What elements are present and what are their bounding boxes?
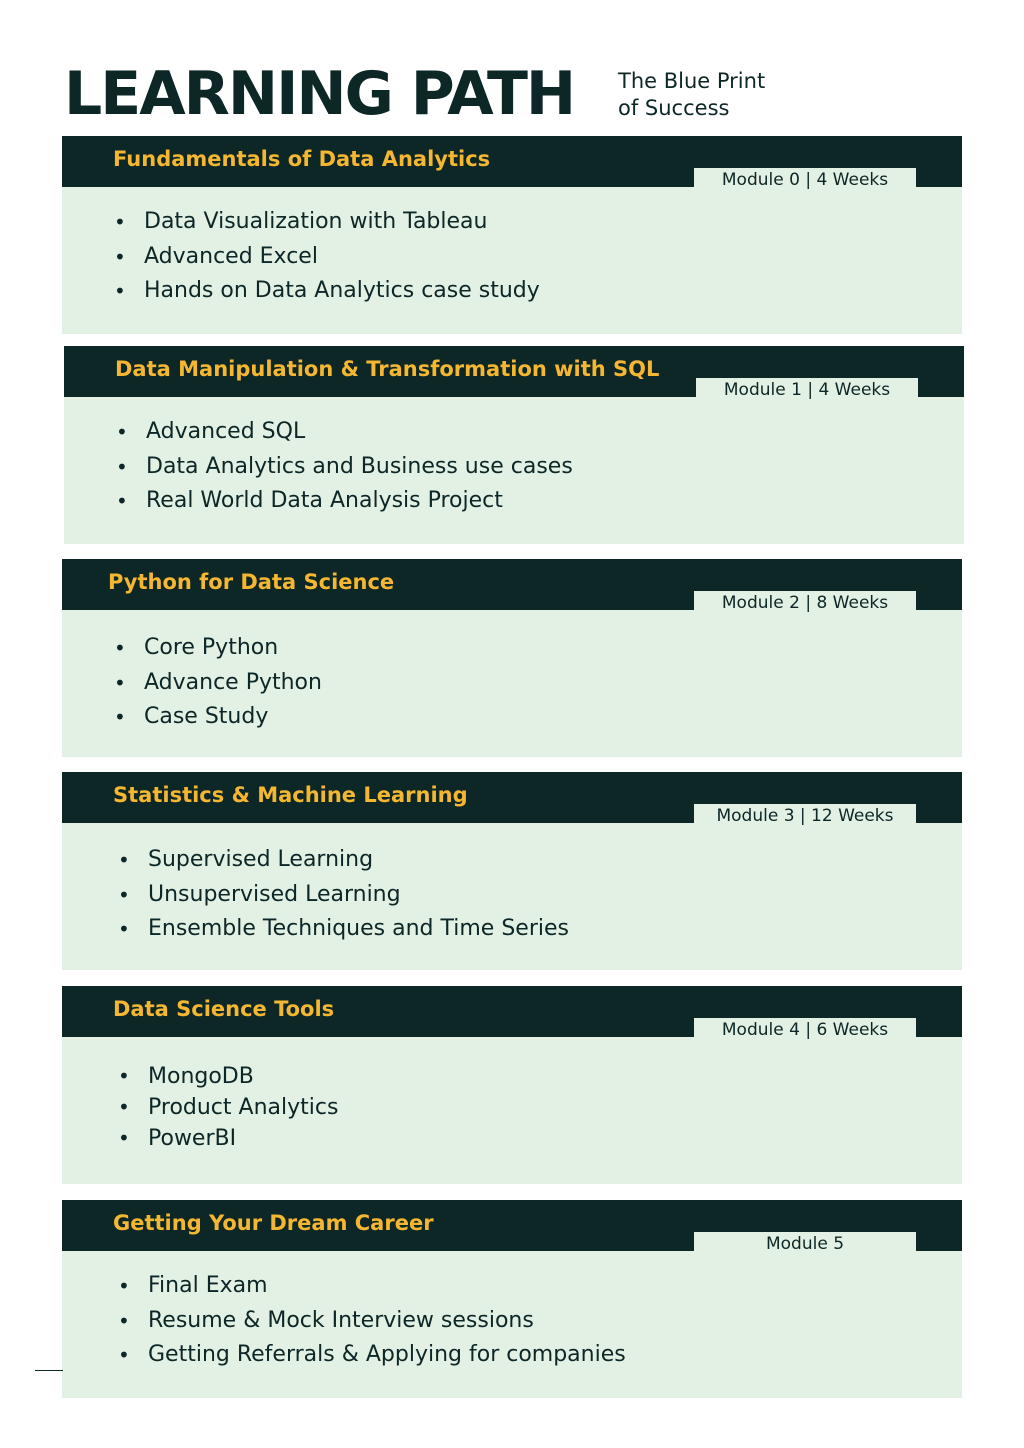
list-item: • Real World Data Analysis Project	[116, 484, 573, 519]
module-topic-list	[118, 843, 569, 947]
module-topic-list	[116, 415, 573, 519]
list-item: • Resume & Mock Interview sessions	[118, 1304, 626, 1339]
module-duration-badge: Module 2 | 8 Weeks	[694, 591, 916, 612]
list-item: • Advanced Excel	[114, 240, 540, 275]
list-item: • Data Visualization with Tableau	[114, 205, 540, 240]
subtitle-line-2: of Success	[618, 96, 730, 120]
list-item: • Unsupervised Learning	[118, 878, 569, 913]
module-body	[62, 1037, 962, 1184]
list-item: • Advanced SQL	[116, 415, 573, 450]
module-topic-list	[114, 205, 540, 309]
module-duration-badge: Module 5	[694, 1232, 916, 1253]
list-item: • Core Python	[114, 631, 322, 666]
list-item: • PowerBI	[118, 1123, 338, 1154]
page-header	[64, 58, 964, 134]
module-title: Getting Your Dream Career	[113, 1211, 434, 1235]
module-topic-list	[114, 631, 322, 735]
subtitle-line-1: The Blue Print	[618, 69, 766, 93]
module-title: Data Manipulation & Transformation with SQL	[115, 357, 660, 381]
module-body	[62, 187, 962, 334]
module-body	[62, 610, 962, 757]
module-body	[62, 1251, 962, 1398]
list-item: • Final Exam	[118, 1269, 626, 1304]
list-item: • Hands on Data Analytics case study	[114, 274, 540, 309]
module-duration-badge: Module 0 | 4 Weeks	[694, 168, 916, 189]
list-item: • MongoDB	[118, 1061, 338, 1092]
footer-divider	[35, 1370, 63, 1371]
list-item: • Advance Python	[114, 666, 322, 701]
module-topic-list	[118, 1269, 626, 1373]
list-item: • Data Analytics and Business use cases	[116, 450, 573, 485]
module-title: Fundamentals of Data Analytics	[113, 147, 491, 171]
module-duration-badge: Module 1 | 4 Weeks	[696, 378, 918, 399]
module-body	[62, 823, 962, 970]
list-item: • Ensemble Techniques and Time Series	[118, 912, 569, 947]
module-title: Python for Data Science	[108, 570, 395, 594]
list-item: • Product Analytics	[118, 1092, 338, 1123]
page-subtitle	[618, 68, 765, 122]
module-duration-badge: Module 3 | 12 Weeks	[694, 804, 916, 825]
module-title: Statistics & Machine Learning	[113, 783, 468, 807]
module-body	[64, 397, 964, 544]
module-topic-list	[118, 1061, 338, 1154]
module-duration-badge: Module 4 | 6 Weeks	[694, 1018, 916, 1039]
page-title: LEARNING PATH	[64, 59, 575, 129]
list-item: • Supervised Learning	[118, 843, 569, 878]
list-item: • Getting Referrals & Applying for companies	[118, 1338, 626, 1373]
module-title: Data Science Tools	[113, 997, 335, 1021]
list-item: • Case Study	[114, 700, 322, 735]
